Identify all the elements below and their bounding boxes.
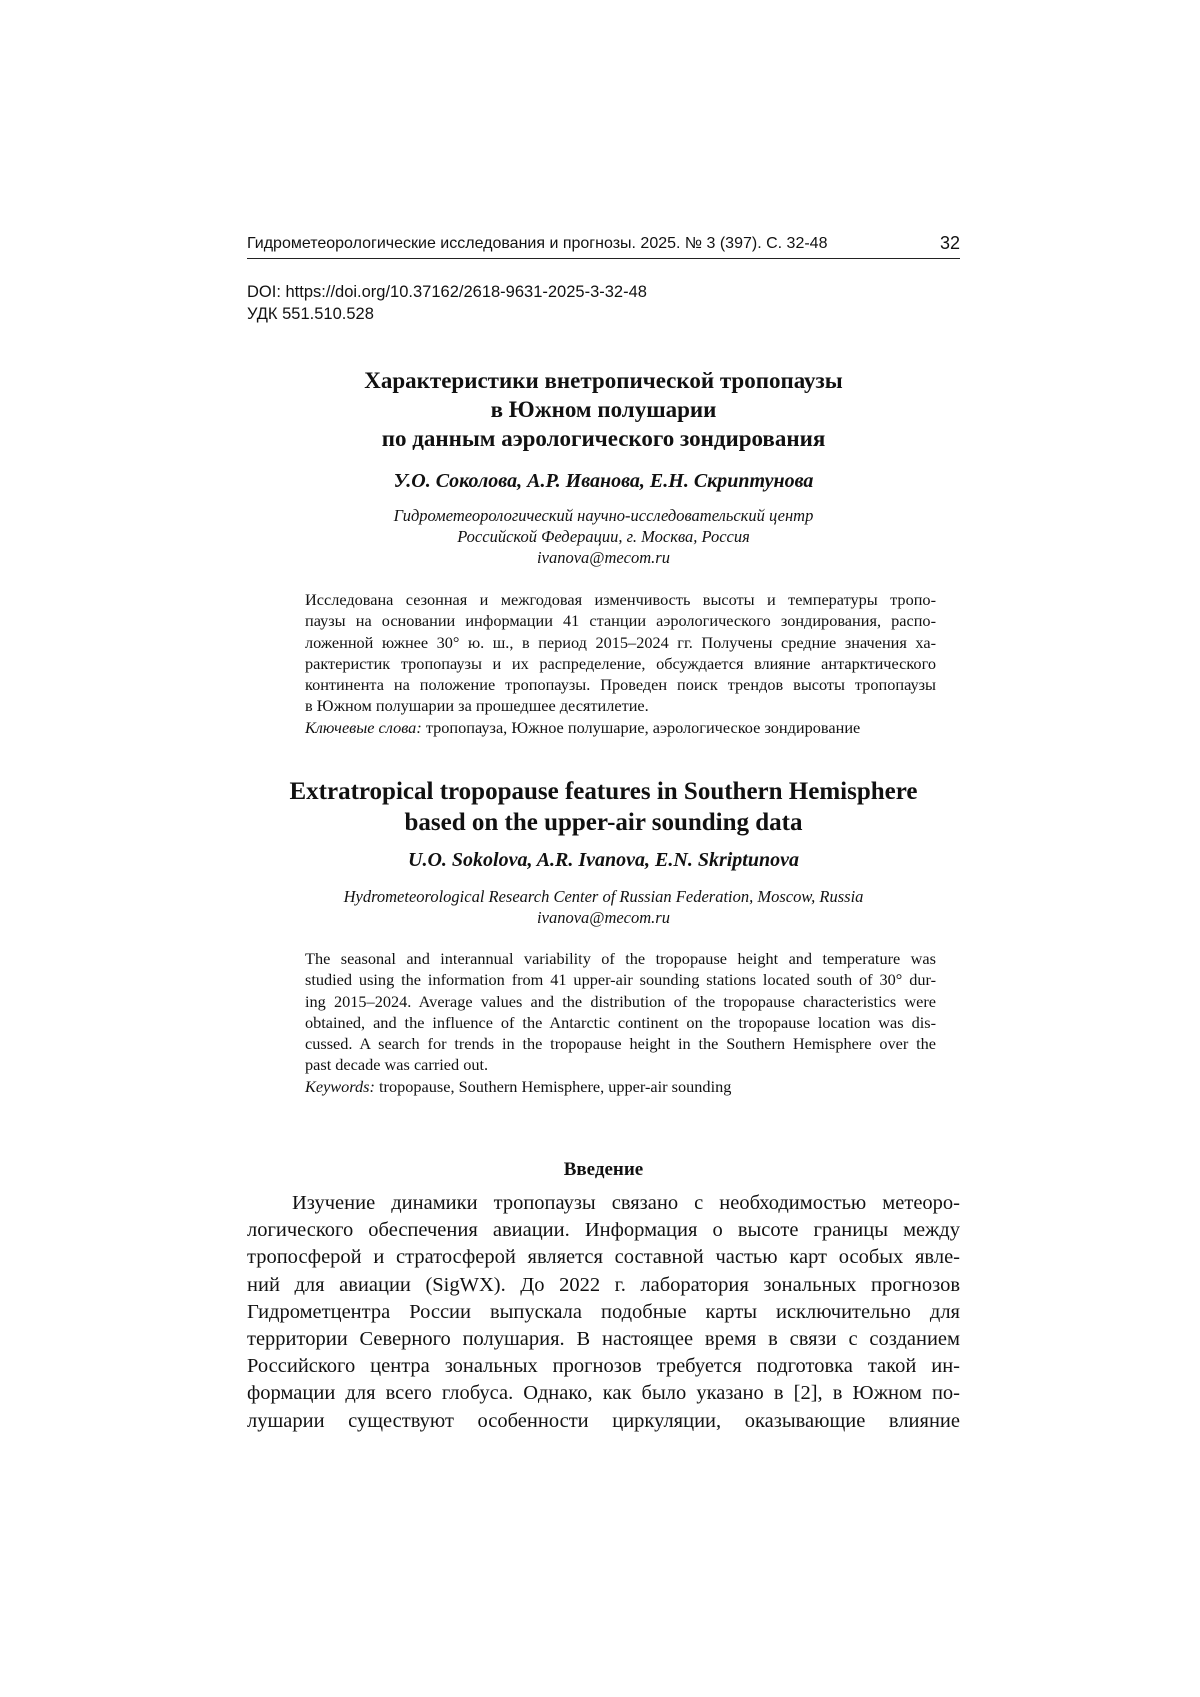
paragraph-line: тропосферой и стратосферой является составной частью карт особых явле- — [247, 1246, 960, 1269]
keywords-en-label: Keywords: — [305, 1076, 375, 1096]
abstract-en — [305, 948, 936, 1097]
title-ru-line: по данным аэрологического зондирования — [381, 426, 826, 451]
abstract-ru-line: рактеристик тропопаузы и их распределение, обсуждается влияние антарктического — [305, 653, 936, 673]
paragraph-line: Гидрометцентра России выпускала подобные карты исключительно для — [247, 1300, 960, 1323]
keywords-ru-text: тропопауза, Южное полушарие, аэрологическое зондирование — [421, 717, 861, 737]
journal-citation: Гидрометеорологические исследования и прогнозы. 2025. № 3 (397). С. 32-48 — [247, 235, 828, 252]
udk-code: УДК 551.510.528 — [247, 305, 374, 323]
title-en-line: Extratropical tropopause features in Southern Hemisphere — [289, 778, 918, 805]
affiliation-ru — [247, 505, 960, 568]
abstract-en-line: ing 2015–2024. Average values and the distribution of the tropopause characteristics were — [305, 991, 936, 1011]
affiliation-ru-line: Гидрометеорологический научно-исследовательский центр — [393, 506, 814, 525]
title-ru-line: Характеристики внетропической тропопаузы — [364, 368, 843, 393]
paragraph-line: Изучение динамики тропопаузы связано с необходимостью метеоро- — [292, 1192, 960, 1214]
paragraph-line: формации для всего глобуса. Однако, как было указано в [2], в Южном по- — [247, 1382, 960, 1405]
abstract-ru-line: паузы на основании информации 41 станции аэрологического зондирования, распо- — [305, 611, 936, 631]
introduction-paragraph — [247, 1190, 960, 1435]
affiliation-ru-line: Российской Федерации, г. Москва, Россия — [457, 527, 750, 546]
title-en-line: based on the upper-air sounding data — [404, 809, 803, 836]
running-header — [247, 233, 960, 259]
abstract-en-line: cussed. A search for trends in the tropopause height in the Southern Hemisphere over the — [305, 1034, 936, 1054]
abstract-ru-line: континента на положение тропопаузы. Проведен поиск трендов высоты тропопаузы — [305, 675, 936, 695]
abstract-en-line: The seasonal and interannual variability of the tropopause height and temperature was — [305, 949, 936, 968]
keywords-en-text: tropopause, Southern Hemisphere, upper-air sounding — [374, 1076, 732, 1096]
abstract-en-line: studied using the information from 41 upper-air sounding stations located south of 30° dur- — [305, 970, 936, 990]
abstract-ru-line: ложенной южнее 30° ю. ш., в период 2015–2024 гг. Получены средние значения ха- — [305, 632, 936, 652]
abstract-ru-line: Исследована сезонная и межгодовая изменчивость высоты и температуры тропо- — [305, 590, 936, 609]
abstract-ru-line: в Южном полушарии за прошедшее десятилетие. — [305, 696, 649, 716]
paragraph-line: логического обеспечения авиации. Информация о высоте границы между — [247, 1219, 960, 1242]
affiliation-en — [247, 886, 960, 928]
keywords-ru — [305, 717, 936, 738]
authors-ru: У.О. Соколова, А.Р. Иванова, Е.Н. Скриптунова — [393, 470, 814, 492]
title-ru-line: в Южном полушарии — [490, 397, 717, 422]
section-heading-introduction: Введение — [563, 1159, 644, 1180]
title-en — [247, 776, 960, 838]
abstract-ru — [305, 589, 936, 738]
affiliation-en-line: Hydrometeorological Research Center of Russian Federation, Moscow, Russia — [343, 887, 864, 906]
keywords-en — [305, 1076, 936, 1097]
paragraph-line: Российского центра зональных прогнозов требуется подготовка такой ин- — [247, 1355, 960, 1378]
abstract-en-line: obtained, and the influence of the Antarctic continent on the tropopause location was dis- — [305, 1012, 936, 1032]
paragraph-line: лушарии существуют особенности циркуляции, оказывающие влияние — [247, 1409, 960, 1432]
paragraph-line: территории Северного полушария. В настоящее время в связи с созданием — [247, 1328, 960, 1351]
doi[interactable]: DOI: https://doi.org/10.37162/2618-9631-2025-3-32-48 — [247, 283, 647, 301]
paragraph-line: ний для авиации (SigWX). До 2022 г. лаборатория зональных прогнозов — [247, 1273, 960, 1296]
page-number: 32 — [939, 233, 960, 253]
email-en[interactable]: ivanova@mecom.ru — [537, 908, 670, 927]
title-ru — [247, 366, 960, 453]
email-ru[interactable]: ivanova@mecom.ru — [537, 548, 670, 567]
keywords-ru-label: Ключевые слова: — [305, 717, 422, 737]
authors-en: U.O. Sokolova, A.R. Ivanova, E.N. Skriptunova — [408, 849, 799, 871]
abstract-en-line: past decade was carried out. — [305, 1055, 489, 1075]
